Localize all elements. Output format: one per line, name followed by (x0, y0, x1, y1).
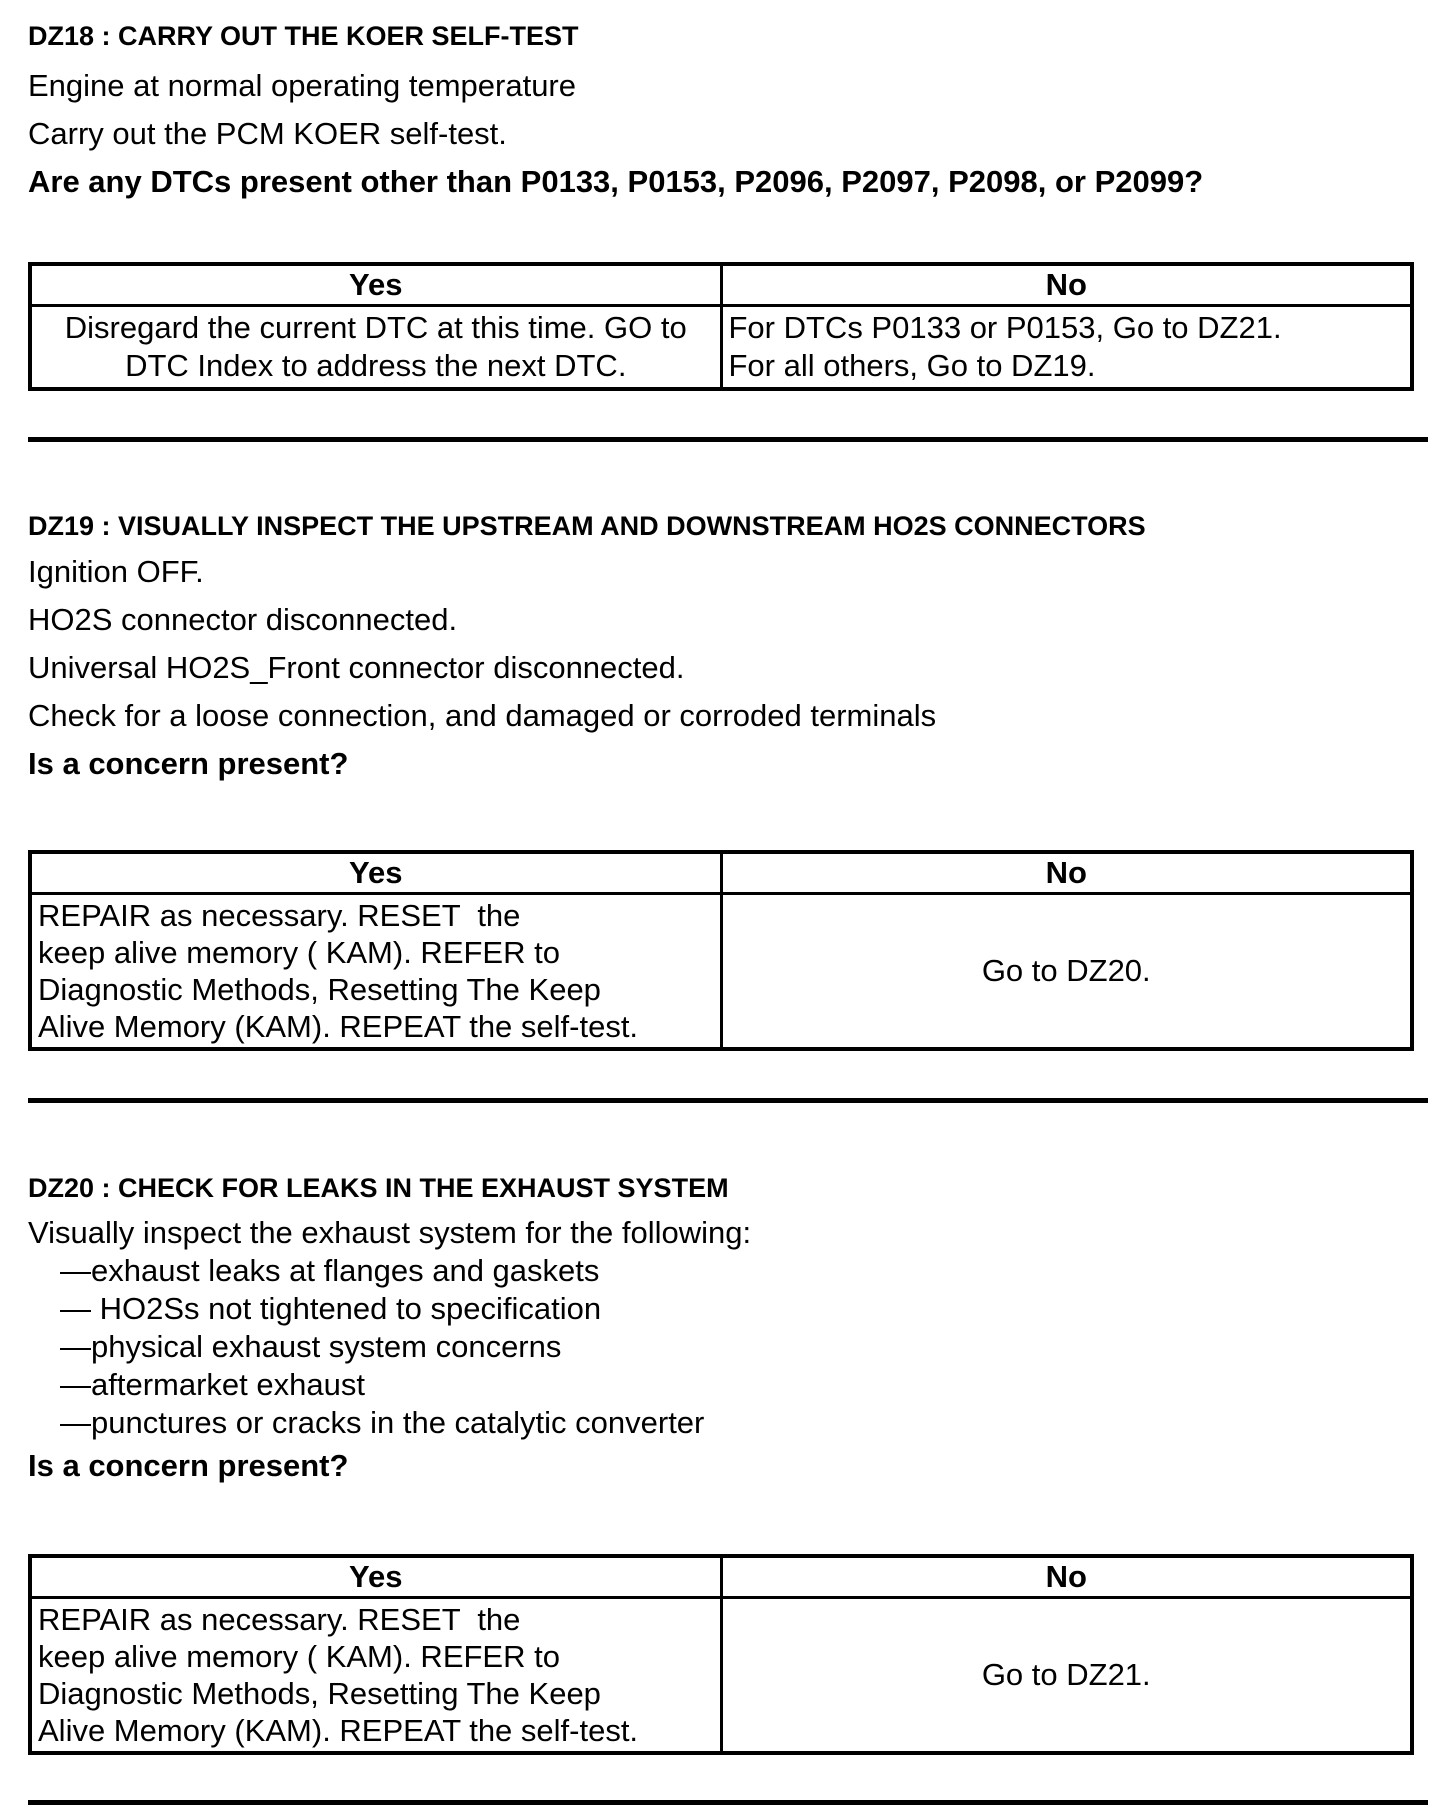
dz20-yes-line: REPAIR as necessary. RESET the (38, 1602, 521, 1637)
section-divider (28, 437, 1428, 442)
dz18-step-line: Carry out the PCM KOER self-test. (28, 116, 507, 151)
dz20-check-item: —punctures or cracks in the catalytic converter (60, 1405, 705, 1440)
dz20-yes-header: Yes (30, 1556, 721, 1598)
dz19-yes-cell (30, 894, 721, 1050)
dz20-check-item: — HO2Ss not tightened to specification (60, 1291, 602, 1326)
dz20-question: Is a concern present? (28, 1448, 349, 1483)
dz20-yes-line: Diagnostic Methods, Resetting The Keep (38, 1676, 601, 1711)
dz18-question: Are any DTCs present other than P0133, P0153, P2096, P2097, P2098, or P2099? (28, 164, 1204, 199)
dz20-heading: DZ20 : CHECK FOR LEAKS IN THE EXHAUST SYSTEM (28, 1173, 729, 1203)
dz18-yes-header: Yes (30, 264, 721, 306)
dz20-intro: Visually inspect the exhaust system for the following: (28, 1215, 752, 1250)
dz18-no-cell (721, 306, 1412, 390)
dz20-check-item: —aftermarket exhaust (60, 1367, 365, 1402)
section-divider (28, 1800, 1428, 1805)
dz18-yes-line: DTC Index to address the next DTC. (125, 348, 627, 383)
dz18-yes-line: Disregard the current DTC at this time. GO to (64, 310, 687, 345)
dz19-step-line: Universal HO2S_Front connector disconnected. (28, 650, 685, 685)
dz18-no-line: For all others, Go to DZ19. (728, 348, 1096, 383)
dz18-no-header: No (721, 264, 1412, 306)
dz18-no-line: For DTCs P0133 or P0153, Go to DZ21. (728, 310, 1282, 345)
dz19-no-header: No (721, 852, 1412, 894)
dz20-check-item: —exhaust leaks at flanges and gaskets (60, 1253, 600, 1288)
dz20-section (28, 1172, 1428, 1490)
dz20-yes-line: keep alive memory ( KAM). REFER to (38, 1639, 560, 1674)
dz19-section (28, 510, 1428, 788)
dz19-step-line: HO2S connector disconnected. (28, 602, 458, 637)
dz19-step-line: Ignition OFF. (28, 554, 204, 589)
dz20-no-cell: Go to DZ21. (721, 1598, 1412, 1754)
dz19-heading: DZ19 : VISUALLY INSPECT THE UPSTREAM AND DOWNSTREAM HO2S CONNECTORS (28, 511, 1146, 541)
dz19-step-line: Check for a loose connection, and damaged or corroded terminals (28, 698, 937, 733)
dz18-decision-table (28, 262, 1414, 391)
dz19-yes-line: Diagnostic Methods, Resetting The Keep (38, 972, 601, 1007)
section-divider (28, 1098, 1428, 1103)
dz18-step-line: Engine at normal operating temperature (28, 68, 576, 103)
dz18-heading: DZ18 : CARRY OUT THE KOER SELF-TEST (28, 21, 579, 51)
dz18-section (28, 20, 1428, 206)
dz19-question: Is a concern present? (28, 746, 349, 781)
dz20-yes-cell (30, 1598, 721, 1754)
dz19-decision-table (28, 850, 1414, 1051)
dz19-yes-line: keep alive memory ( KAM). REFER to (38, 935, 560, 970)
dz18-yes-cell (30, 306, 721, 390)
dz20-yes-line: Alive Memory (KAM). REPEAT the self-test. (38, 1713, 639, 1748)
dz20-decision-table (28, 1554, 1414, 1755)
dz19-no-cell: Go to DZ20. (721, 894, 1412, 1050)
dz20-check-item: —physical exhaust system concerns (60, 1329, 562, 1364)
dz19-yes-line: REPAIR as necessary. RESET the (38, 898, 521, 933)
dz19-yes-line: Alive Memory (KAM). REPEAT the self-test. (38, 1009, 639, 1044)
dz19-yes-header: Yes (30, 852, 721, 894)
dz20-no-header: No (721, 1556, 1412, 1598)
